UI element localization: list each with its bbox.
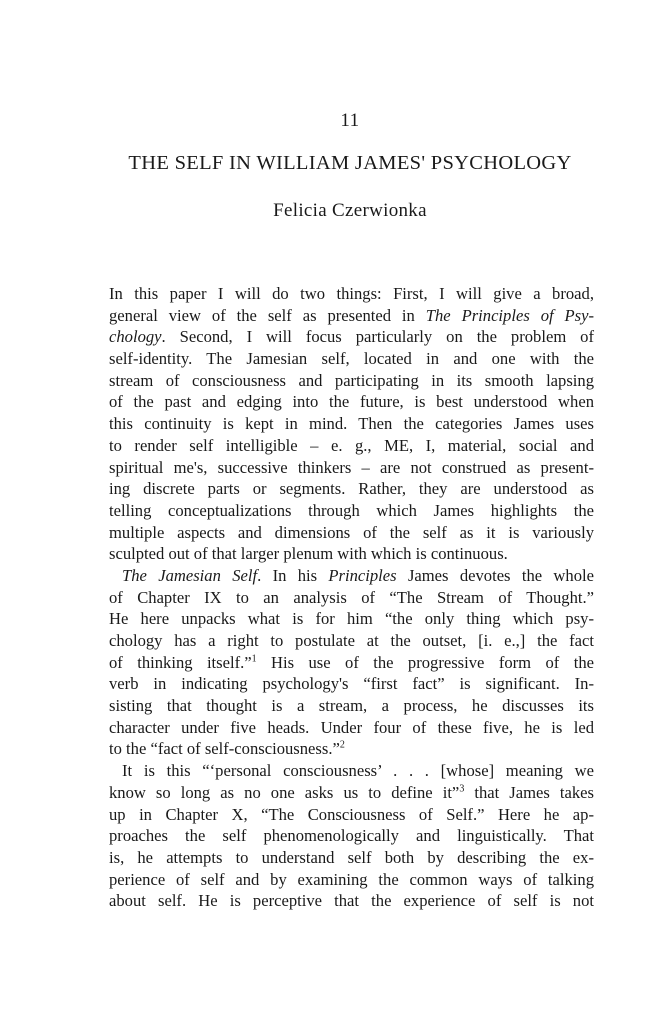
text-line (109, 847, 594, 869)
text-line (109, 391, 594, 413)
text-line (109, 478, 594, 500)
text-line (109, 695, 594, 717)
text-line (109, 348, 594, 370)
text-line (109, 630, 594, 652)
text-segment: . In his (257, 565, 329, 585)
text-segment: self-identity. The Jamesian self, located in and one with the (109, 349, 594, 369)
text-segment: It is this “‘personal consciousness’ . . . [whose] meaning we (122, 761, 594, 781)
footnote-marker: 2 (339, 739, 345, 751)
text-line (109, 890, 594, 912)
text-segment: . Second, I will focus particularly on the problem of (161, 327, 594, 347)
chapter-number: 11 (340, 110, 360, 131)
text-line (109, 587, 594, 609)
text-segment: In this paper I will do two things: First, I will give a broad, (109, 284, 594, 303)
text-segment: know so long as no one asks us to define it” (109, 782, 460, 802)
text-segment: of the past and edging into the future, is best understood when (109, 392, 594, 412)
text-segment: about self. He is perceptive that the experience of self is not (109, 891, 594, 911)
text-line (109, 869, 594, 891)
text-segment: that James takes (464, 782, 594, 802)
footnote-marker: 1 (251, 653, 257, 665)
text-line (109, 565, 594, 587)
text-line (109, 825, 594, 847)
text-segment: chology has a right to postulate at the outset, [i. e.,] the fact (109, 631, 594, 650)
footnote-marker: 3 (459, 783, 465, 795)
text-line (109, 522, 594, 544)
text-line (109, 457, 594, 479)
text-segment: general view of the self as presented in (109, 305, 426, 325)
text-segment: ing discrete parts or segments. Rather, they are understood as (109, 479, 594, 499)
text-segment: He here unpacks what is for him “the only thing which psy- (109, 609, 594, 629)
text-segment: stream of consciousness and participating in its smooth lapsing (109, 370, 594, 390)
italic-text: The Principles of Psy- (425, 305, 594, 325)
text-line (109, 782, 594, 804)
text-line (109, 652, 594, 674)
text-segment: verb in indicating psychology's “first fact” is significant. In- (109, 674, 594, 694)
text-line (109, 500, 594, 522)
text-segment: this continuity is kept in mind. Then the categories James uses (109, 414, 594, 434)
text-segment: up in Chapter X, “The Consciousness of Self.” Here he ap- (109, 804, 594, 824)
text-line (109, 738, 594, 760)
text-segment: spiritual me's, successive thinkers – are not construed as present- (109, 457, 594, 477)
text-segment: His use of the progressive form of the (256, 652, 594, 672)
italic-text: Principles (328, 565, 397, 585)
chapter-title: THE SELF IN WILLIAM JAMES' PSYCHOLOGY (128, 152, 572, 174)
text-segment: James devotes the whole (396, 565, 594, 585)
text-line (109, 543, 594, 565)
text-segment: sculpted out of that larger plenum with which is continuous. (109, 544, 508, 564)
text-segment: sisting that thought is a stream, a process, he discusses its (109, 696, 594, 716)
text-line (109, 413, 594, 435)
text-segment: proaches the self phenomenologically and linguistically. That (109, 826, 594, 846)
text-line (109, 305, 594, 327)
italic-text: The Jamesian Self (122, 565, 258, 585)
text-segment: of Chapter IX to an analysis of “The Stream of Thought.” (109, 587, 594, 607)
text-line (109, 673, 594, 695)
text-segment: is, he attempts to understand self both by describing the ex- (109, 847, 594, 867)
italic-text: chology (109, 327, 162, 347)
text-line (109, 435, 594, 457)
body-text (109, 283, 594, 912)
text-line (109, 608, 594, 630)
text-line (109, 717, 594, 739)
text-line (109, 283, 594, 305)
text-segment: to render self intelligible – e. g., ME, I, material, social and (109, 435, 594, 455)
text-line (109, 326, 594, 348)
text-segment: perience of self and by examining the common ways of talking (109, 869, 594, 889)
text-line (109, 804, 594, 826)
chapter-author: Felicia Czerwionka (273, 200, 427, 221)
text-line (109, 370, 594, 392)
text-segment: character under five heads. Under four of these five, he is led (109, 717, 594, 737)
text-segment: multiple aspects and dimensions of the self as it is variously (109, 522, 594, 542)
text-segment: to the “fact of self-consciousness.” (109, 739, 340, 759)
text-segment: of thinking itself.” (109, 652, 252, 672)
text-line (109, 760, 594, 782)
text-segment: telling conceptualizations through which James highlights the (109, 500, 594, 520)
